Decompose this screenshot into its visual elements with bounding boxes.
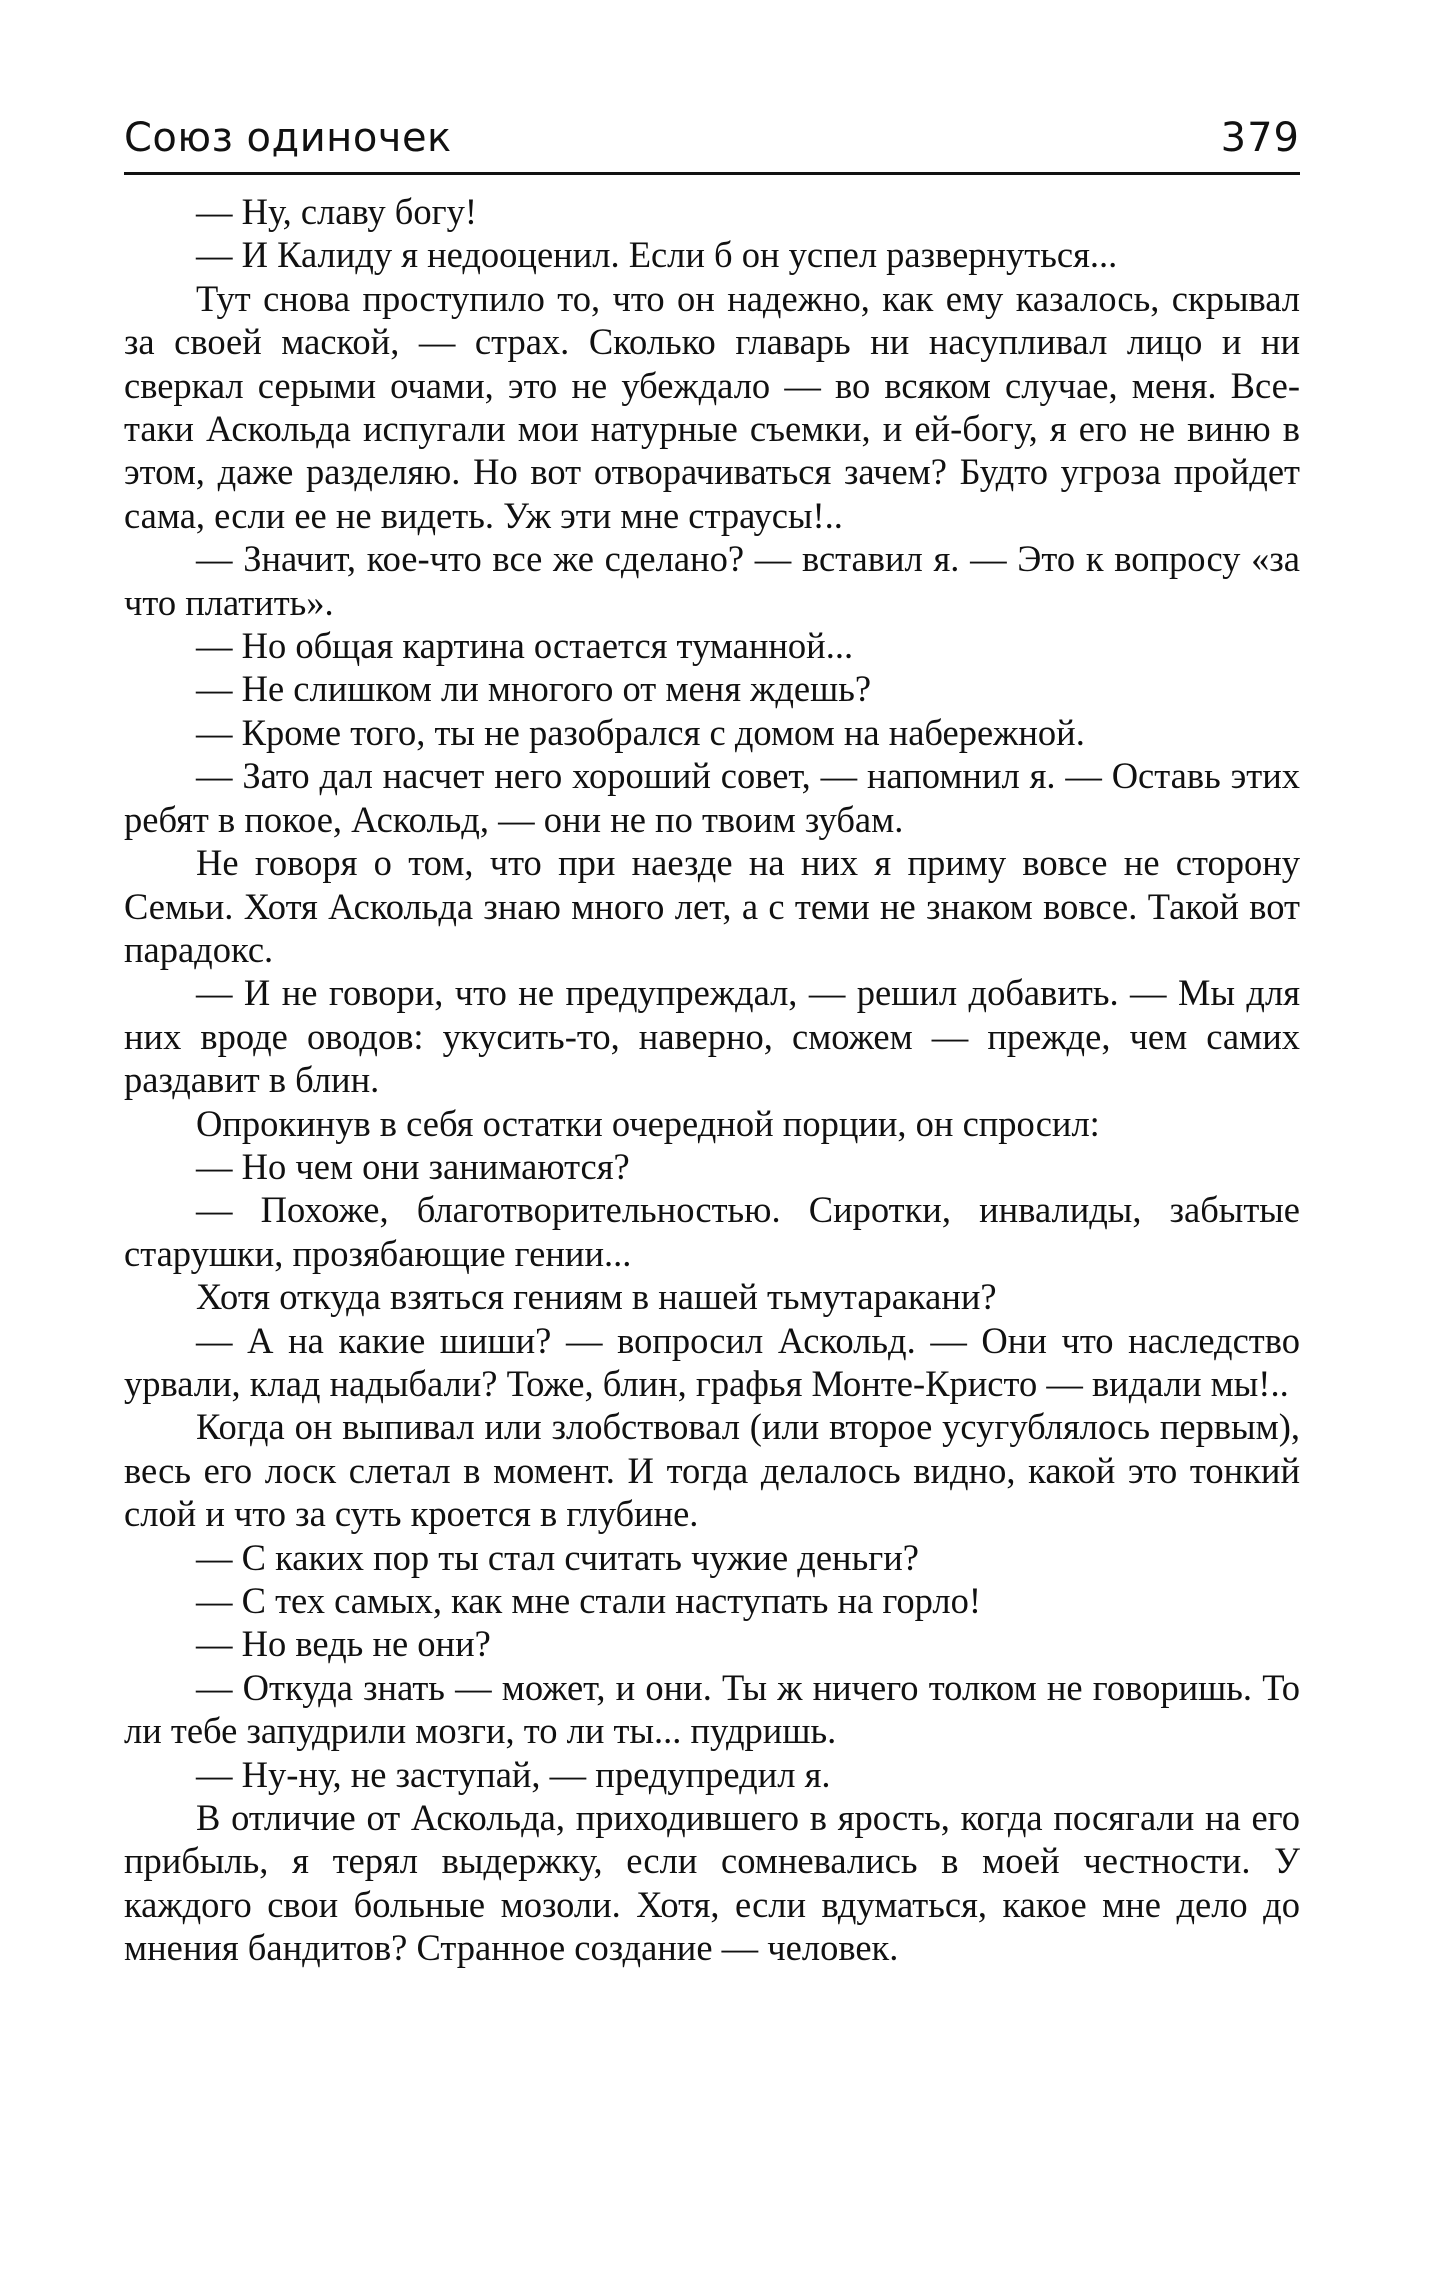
paragraph: — Ну-ну, не заступай, — предупредил я. — [196, 1753, 831, 1795]
paragraph: — Похоже, благотворительностью. Сиротки, инвалиды, забытые старушки, прозябающие гении... — [124, 1189, 1300, 1274]
text-body — [124, 190, 1300, 1970]
paragraph: — Но общая картина остается туманной... — [196, 625, 854, 667]
page-number: 379 — [1220, 115, 1300, 161]
paragraph: — Но чем они занимаются? — [196, 1145, 630, 1187]
running-header — [124, 108, 1300, 168]
paragraph: Хотя откуда взяться гениям в нашей тьмутаракани? — [196, 1276, 997, 1318]
header-rule — [124, 172, 1300, 175]
paragraph: — Ну, славу богу! — [196, 191, 478, 232]
paragraph: — С каких пор ты стал считать чужие деньги? — [196, 1536, 919, 1578]
paragraph: — И не говори, что не предупреждал, — решил добавить. — Мы для них вроде оводов: укусить-то, наверно, сможем — прежде, чем самих раздавит в блин. — [124, 972, 1300, 1101]
paragraph: Опрокинув в себя остатки очередной порции, он спросил: — [196, 1102, 1100, 1144]
paragraph: — Но ведь не они? — [196, 1623, 491, 1665]
paragraph: — И Калиду я недооценил. Если б он успел развернуться... — [196, 234, 1118, 276]
paragraph: — Значит, кое-что все же сделано? — вставил я. — Это к вопросу «за что платить». — [124, 538, 1300, 623]
paragraph: Когда он выпивал или злобствовал (или второе усугублялось первым), весь его лоск слетал в момент. И тогда делалось видно, какой это тонкий слой и что за суть кроется в глубине. — [124, 1406, 1300, 1535]
paragraph: — А на какие шиши? — вопросил Аскольд. — Они что наследство урвали, клад надыбали? Тоже, блин, графья Монте-Кристо — видали мы!.. — [124, 1319, 1300, 1404]
paragraph: Не говоря о том, что при наезде на них я приму вовсе не сторону Семьи. Хотя Аскольда знаю много лет, а с теми не знаком вовсе. Такой вот парадокс. — [124, 842, 1300, 970]
paragraph: — Кроме того, ты не разобрался с домом на набережной. — [196, 711, 1085, 753]
paragraph: — Зато дал насчет него хороший совет, — напомнил я. — Оставь этих ребят в покое, Аскольд, — они не по твоим зубам. — [124, 755, 1300, 840]
paragraph: — С тех самых, как мне стали наступать на горло! — [196, 1580, 982, 1621]
paragraph: — Откуда знать — может, и они. Ты ж ничего толком не говоришь. То ли тебе запудрили мозги, то ли ты... пудришь. — [124, 1666, 1300, 1752]
paragraph: Тут снова проступило то, что он надежно, как ему казалось, скрывал за своей маской, — страх. Сколько главарь ни насупливал лицо и ни сверкал серыми очами, это не убеждало — во всяком случае, меня. Все-таки Аскольда испугали мои натурные съемки, и ей-богу, я его не виню в этом, даже разделяю. Но вот отворачиваться зачем? Будто угроза пройдет сама, если ее не видеть. Уж эти мне страусы!.. — [124, 277, 1300, 536]
paragraph: — Не слишком ли многого от меня ждешь? — [196, 668, 872, 710]
running-title: Союз одиночек — [124, 115, 452, 161]
paragraph: В отличие от Аскольда, приходившего в ярость, когда посягали на его прибыль, я терял выдержку, если сомневались в моей честности. У каждого свои больные мозоли. Хотя, если вдуматься, какое мне дело до мнения бандитов? Странное создание — человек. — [124, 1797, 1300, 1969]
